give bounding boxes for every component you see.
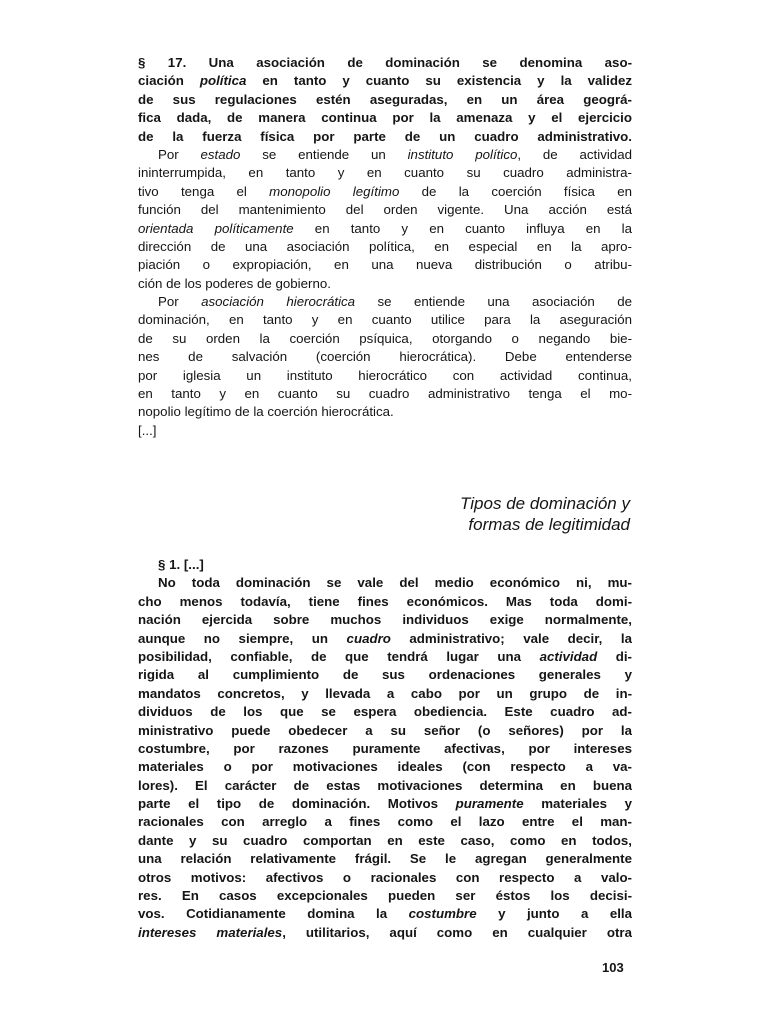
text-run: cuadro xyxy=(346,630,391,646)
text-run: asociación hierocrática xyxy=(201,294,356,310)
text-run: dominación, en tanto y en cuanto utilice para la aseguración xyxy=(138,312,632,328)
text-run: mandatos concretos, y llevada a cabo por un grupo de in- xyxy=(138,685,632,701)
text-line xyxy=(138,367,632,385)
text-run: otros motivos: afectivos o racionales con respecto a valo- xyxy=(138,869,632,885)
text-line xyxy=(138,795,632,813)
text-run: nes de salvación (coerción hierocrática). Debe entenderse xyxy=(138,349,632,365)
text-run: res. En casos excepcionales pueden ser éstos los decisi- xyxy=(138,888,632,904)
text-run: actividad xyxy=(539,648,598,664)
text-run: orientada políticamente xyxy=(138,220,294,236)
text-run: dante y su cuadro comportan en este caso, como en todos, xyxy=(138,832,632,848)
text-line xyxy=(138,146,632,164)
text-line xyxy=(138,611,632,629)
text-line xyxy=(138,91,632,109)
text-run: [...] xyxy=(138,422,157,438)
text-line xyxy=(138,648,632,666)
text-run: Por xyxy=(158,146,201,162)
text-line xyxy=(138,256,632,274)
text-run: dirección de una asociación política, en especial en la apro- xyxy=(138,238,632,254)
text-run: materiales o por motivaciones ideales (con respecto a va- xyxy=(138,759,632,775)
text-line xyxy=(138,128,632,146)
text-run: parte el tipo de dominación. Motivos xyxy=(138,796,456,812)
text-run: de la coerción física en xyxy=(399,183,632,199)
text-line xyxy=(138,385,632,403)
text-run: nopolio legítimo de la coerción hierocrática. xyxy=(138,404,394,420)
chapter-heading xyxy=(310,493,630,535)
text-run: fica dada, de manera continua por la amenaza y el ejercicio xyxy=(138,110,632,126)
text-line xyxy=(138,348,632,366)
text-run: piación o expropiación, en una nueva distribución o atribu- xyxy=(138,257,632,273)
text-line xyxy=(138,813,632,831)
heading-line-1: Tipos de dominación y xyxy=(460,494,630,513)
text-run: lores). El carácter de estas motivaciones determina en buena xyxy=(138,777,632,793)
text-run: en tanto y cuanto su existencia y la validez xyxy=(246,73,632,89)
text-line xyxy=(138,924,632,942)
text-line xyxy=(138,887,632,905)
text-run: racionales con arreglo a fines como el lazo entre el man- xyxy=(138,814,632,830)
text-line xyxy=(138,183,632,201)
text-line xyxy=(138,293,632,311)
text-line xyxy=(138,832,632,850)
text-line xyxy=(138,556,632,574)
text-run: tivo tenga el xyxy=(138,183,270,199)
text-run: de su orden la coerción psíquica, otorgando o negando bie- xyxy=(138,330,632,346)
text-run: estado xyxy=(200,146,241,162)
text-line xyxy=(138,403,632,421)
text-run: en tanto y en cuanto su cuadro administrativo tenga el mo- xyxy=(138,386,632,402)
text-run: § 1. [...] xyxy=(158,557,204,572)
text-line xyxy=(138,574,632,592)
text-line xyxy=(138,109,632,127)
text-line xyxy=(138,685,632,703)
text-line xyxy=(138,758,632,776)
text-run: se entiende una asociación de xyxy=(355,294,632,310)
text-line xyxy=(138,201,632,219)
text-line xyxy=(138,850,632,868)
text-line xyxy=(138,630,632,648)
text-run: intereses materiales xyxy=(138,924,283,940)
text-line xyxy=(138,422,632,440)
text-line xyxy=(138,722,632,740)
text-run: ininterrumpida, en tanto y en cuanto su cuadro administra- xyxy=(138,165,632,181)
text-line xyxy=(138,869,632,887)
text-line xyxy=(138,275,632,293)
text-run: instituto político xyxy=(407,146,518,162)
text-run: monopolio legítimo xyxy=(269,183,400,199)
text-run: di- xyxy=(597,648,632,664)
text-run: de sus regulaciones estén aseguradas, en un área geográ- xyxy=(138,91,632,107)
text-run: cho menos todavía, tiene fines económicos. Mas toda domi- xyxy=(138,593,632,609)
text-run: rigida al cumplimiento de sus ordenaciones generales y xyxy=(138,667,632,683)
text-run: vos. Cotidianamente domina la xyxy=(138,906,409,922)
text-run: § 17. Una asociación de dominación se denomina aso- xyxy=(138,55,632,70)
text-line xyxy=(138,238,632,256)
section-17-paragraphs xyxy=(138,54,632,440)
text-run: Por xyxy=(158,294,202,310)
text-line xyxy=(138,330,632,348)
text-run: se entiende un xyxy=(240,146,408,162)
text-run: ministrativo puede obedecer a su señor (o señores) por la xyxy=(138,722,632,738)
text-run: No toda dominación se vale del medio económico ni, mu- xyxy=(158,575,632,591)
text-run: aunque no siempre, un xyxy=(138,630,347,646)
text-run: ciación xyxy=(138,73,200,89)
heading-line-2: formas de legitimidad xyxy=(468,515,630,534)
text-run: nación ejercida sobre muchos individuos exige normalmente, xyxy=(138,612,632,628)
text-run: política xyxy=(199,73,247,89)
text-line xyxy=(138,905,632,923)
text-line xyxy=(138,740,632,758)
text-run: , utilitarios, aquí como en cualquier otra xyxy=(282,924,632,940)
text-run: administrativo; vale decir, la xyxy=(390,630,632,646)
text-line xyxy=(138,311,632,329)
text-line xyxy=(138,220,632,238)
text-line xyxy=(138,593,632,611)
text-line xyxy=(138,777,632,795)
text-line xyxy=(138,72,632,90)
text-run: ción de los poderes de gobierno. xyxy=(138,275,331,291)
text-run: materiales y xyxy=(523,796,632,812)
text-line xyxy=(138,666,632,684)
text-run: en tanto y en cuanto influya en la xyxy=(293,220,632,236)
text-run: , de actividad xyxy=(517,146,632,162)
text-run: función del mantenimiento del orden vigente. Una acción está xyxy=(138,202,632,218)
text-run: costumbre, por razones puramente afectivas, por intereses xyxy=(138,740,632,756)
section-1-paragraphs xyxy=(138,556,632,942)
text-run: por iglesia un instituto hierocrático con actividad continua, xyxy=(138,367,632,383)
text-line xyxy=(138,164,632,182)
text-run: costumbre xyxy=(408,906,477,922)
text-line xyxy=(138,54,632,72)
text-line xyxy=(138,703,632,721)
text-run: una relación relativamente frágil. Se le agregan generalmente xyxy=(138,851,632,867)
text-run: y junto a ella xyxy=(476,906,632,922)
text-run: de la fuerza física por parte de un cuadro administrativo. xyxy=(138,128,632,144)
text-run: dividuos de los que se espera obediencia. Este cuadro ad- xyxy=(138,704,632,720)
page-number: 103 xyxy=(602,960,624,975)
text-run: puramente xyxy=(455,796,524,812)
text-run: posibilidad, confiable, de que tendrá lugar una xyxy=(138,648,540,664)
